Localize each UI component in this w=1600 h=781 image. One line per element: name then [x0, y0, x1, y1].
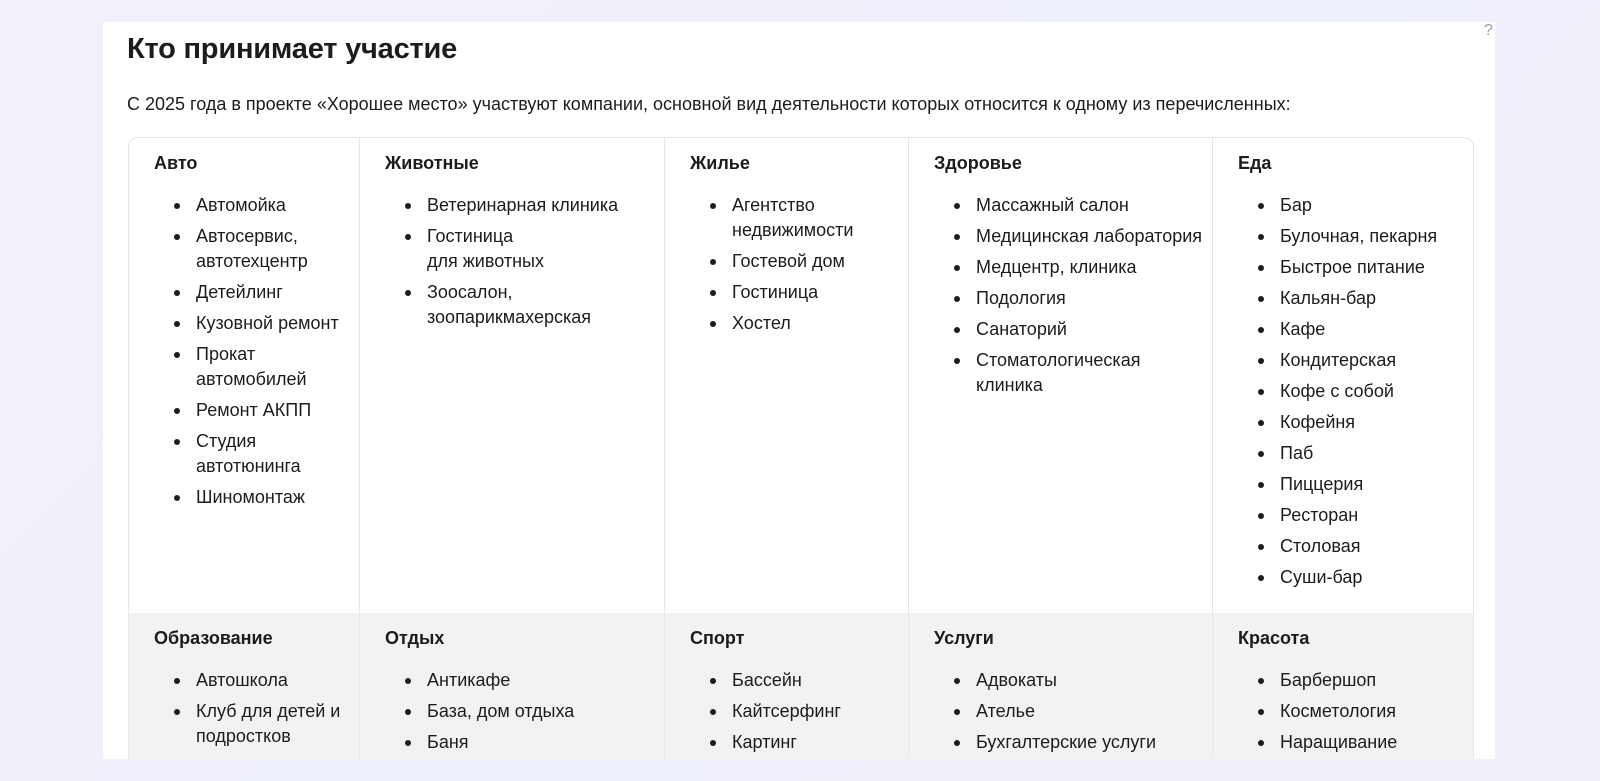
category-title: Жилье: [690, 153, 750, 173]
category-item: Массажный салон: [976, 193, 1212, 218]
category-item: Кафе: [1280, 317, 1473, 342]
category-cell: [129, 613, 360, 759]
content-card: [103, 22, 1495, 759]
category-item: Агентство недвижимости: [732, 193, 908, 243]
category-item: Хостел: [732, 311, 908, 336]
category-item: Косметология: [1280, 699, 1473, 724]
category-cell: [665, 613, 909, 759]
intro-text: С 2025 года в проекте «Хорошее место» участвуют компании, основной вид деятельности которых относится к одному из перечисленных:: [127, 94, 1291, 114]
category-item: Медцентр, клиника: [976, 255, 1212, 280]
category-title: Авто: [154, 153, 198, 173]
category-item: Гостиница для животных: [427, 224, 664, 274]
page-title: Кто принимает участие: [127, 33, 458, 65]
category-item: Стоматологическая клиника: [976, 348, 1212, 398]
category-item: Картинг: [732, 730, 908, 755]
category-cell: [1213, 138, 1473, 613]
category-item: Баня: [427, 730, 664, 755]
category-list: [934, 193, 1212, 398]
category-item: Антикафе: [427, 668, 664, 693]
question-icon[interactable]: ?: [1484, 22, 1493, 39]
category-item: Пиццерия: [1280, 472, 1473, 497]
categories-row-top: [129, 138, 1473, 613]
category-item: Суши-бар: [1280, 565, 1473, 590]
category-cell: [909, 138, 1213, 613]
category-item: Подология: [976, 286, 1212, 311]
category-cell: [665, 138, 909, 613]
category-item: Кузовной ремонт: [196, 311, 359, 336]
category-item: Гостевой дом: [732, 249, 908, 274]
category-title: Еда: [1238, 153, 1272, 173]
category-item: Барбершоп: [1280, 668, 1473, 693]
category-item: Медицинская лаборатория: [976, 224, 1212, 249]
category-cell: [129, 138, 360, 613]
category-item: Кайтсерфинг: [732, 699, 908, 724]
category-item: Клуб для детей и подростков: [196, 699, 359, 749]
category-item: Кальян-бар: [1280, 286, 1473, 311]
category-item: Бар: [1280, 193, 1473, 218]
category-list: [1238, 668, 1473, 755]
category-list: [1238, 193, 1473, 590]
category-item: Санаторий: [976, 317, 1212, 342]
category-list: [385, 668, 664, 755]
category-item: Автосервис, автотехцентр: [196, 224, 359, 274]
category-cell: [360, 613, 665, 759]
category-item: Бухгалтерские услуги: [976, 730, 1212, 755]
category-item: Быстрое питание: [1280, 255, 1473, 280]
category-list: [690, 668, 908, 755]
categories-table: [128, 137, 1474, 759]
category-item: Автошкола: [196, 668, 359, 693]
categories-row-bottom: [129, 613, 1473, 759]
category-list: [385, 193, 664, 330]
category-item: Адвокаты: [976, 668, 1212, 693]
category-title: Здоровье: [934, 153, 1022, 173]
category-item: Паб: [1280, 441, 1473, 466]
category-item: Зоосалон, зоопарикмахерская: [427, 280, 664, 330]
category-item: Ветеринарная клиника: [427, 193, 664, 218]
category-item: Кондитерская: [1280, 348, 1473, 373]
category-item: Кофейня: [1280, 410, 1473, 435]
category-cell: [909, 613, 1213, 759]
category-item: Детейлинг: [196, 280, 359, 305]
category-item: База, дом отдыха: [427, 699, 664, 724]
category-title: Отдых: [385, 628, 445, 648]
category-item: Ремонт АКПП: [196, 398, 359, 423]
category-title: Образование: [154, 628, 273, 648]
category-item: Ателье: [976, 699, 1212, 724]
category-list: [934, 668, 1212, 755]
category-list: [690, 193, 908, 336]
category-cell: [1213, 613, 1473, 759]
category-title: Животные: [385, 153, 479, 173]
category-item: Ресторан: [1280, 503, 1473, 528]
category-title: Красота: [1238, 628, 1310, 648]
category-list: [154, 193, 359, 510]
category-item: Прокат автомобилей: [196, 342, 359, 392]
category-item: Автомойка: [196, 193, 359, 218]
category-item: Шиномонтаж: [196, 485, 359, 510]
category-title: Спорт: [690, 628, 745, 648]
category-item: Бассейн: [732, 668, 908, 693]
category-cell: [360, 138, 665, 613]
category-item: Столовая: [1280, 534, 1473, 559]
category-item: Наращивание: [1280, 730, 1473, 755]
category-item: Студия автотюнинга: [196, 429, 359, 479]
category-item: Гостиница: [732, 280, 908, 305]
category-list: [154, 668, 359, 749]
category-title: Услуги: [934, 628, 994, 648]
category-item: Булочная, пекарня: [1280, 224, 1473, 249]
category-item: Кофе с собой: [1280, 379, 1473, 404]
